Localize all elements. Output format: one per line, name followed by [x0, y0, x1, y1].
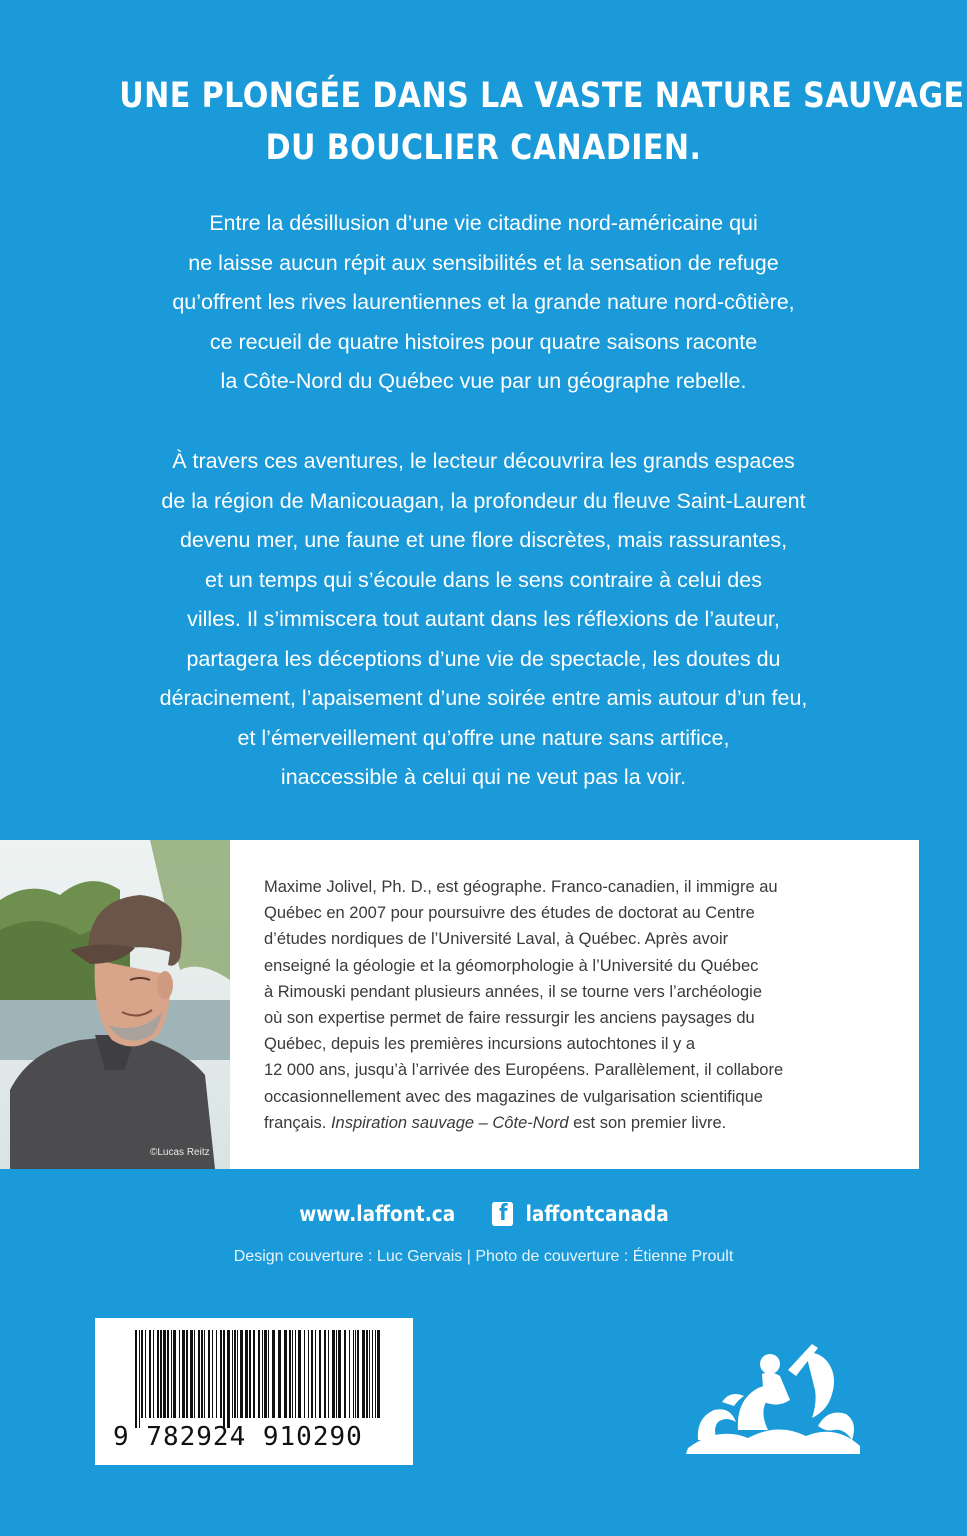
barcode-bar [258, 1330, 260, 1418]
barcode-bar [278, 1330, 281, 1418]
headline-line-2: DU BOUCLIER CANADIEN. [265, 128, 702, 168]
book-title: Inspiration sauvage – Côte-Nord [330, 1113, 569, 1132]
barcode-bar [349, 1330, 350, 1418]
website-link[interactable]: www.laffont.ca [298, 1202, 455, 1226]
barcode-bar [366, 1330, 368, 1418]
blurb-line: villes. Il s’immiscera tout autant dans les réflexions de l’auteur, [187, 607, 780, 631]
barcode-bar [295, 1330, 296, 1418]
author-panel [0, 840, 919, 1169]
barcode-bar [216, 1330, 217, 1418]
barcode-bar [179, 1330, 180, 1418]
blurb-line: devenu mer, une faune et une flore discrètes, mais rassurantes, [179, 528, 788, 552]
barcode-bar [372, 1330, 373, 1418]
facebook-link[interactable]: laffontcanada [525, 1202, 669, 1226]
bio-line: où son expertise permet de faire ressurgir les anciens paysages du [264, 1009, 755, 1028]
barcode-bar [204, 1330, 205, 1418]
barcode-bar [223, 1330, 225, 1428]
barcode-bar [284, 1330, 287, 1418]
barcode-bar [198, 1330, 200, 1418]
blurb-line: et un temps qui s’écoule dans le sens contraire à celui des [205, 567, 762, 592]
blurb-line: À travers ces aventures, le lecteur découvrira les grands espaces [172, 449, 795, 473]
bio-last-suffix: est son premier livre. [568, 1113, 727, 1132]
barcode-bar [160, 1330, 162, 1418]
isbn-barcode [95, 1318, 413, 1465]
headline-line-1: UNE PLONGÉE DANS LA VASTE NATURE SAUVAGE [119, 76, 965, 116]
barcode-bar [332, 1330, 335, 1418]
author-bio [264, 874, 904, 1136]
barcode-bar [232, 1330, 233, 1418]
blurb-line: déracinement, l’apaisement d’une soirée entre amis autour d’un feu, [159, 686, 808, 710]
author-photo [0, 840, 230, 1169]
cover-credits: Design couverture : Luc Gervais | Photo de couverture : Étienne Proult [233, 1248, 734, 1265]
bio-last-prefix: français. [264, 1113, 331, 1132]
barcode-bar [328, 1330, 329, 1418]
bio-line: Québec, depuis les premières incursions autochtones il y a [264, 1035, 696, 1054]
blurb-line: ne laisse aucun répit aux sensibilités et la sensation de refuge [188, 250, 779, 275]
publisher-logo [678, 1330, 868, 1460]
barcode-bar [237, 1330, 238, 1418]
bio-line: occasionnellement avec des magazines de vulgarisation scientifique [264, 1087, 763, 1106]
barcode-bar [182, 1330, 185, 1418]
barcode-bar [315, 1330, 316, 1418]
barcode-bar [149, 1330, 151, 1418]
barcode-bar [304, 1330, 305, 1418]
blurb-line: inaccessible à celui qui ne veut pas la voir. [280, 765, 687, 789]
barcode-bar [167, 1330, 169, 1418]
bio-line: enseigné la géologie et la géomorphologie à l’Université du Québec [264, 956, 759, 975]
barcode-bar [212, 1330, 213, 1418]
blurb-line: partagera les déceptions d’une vie de spectacle, les doutes du [186, 646, 781, 671]
barcode-bar [220, 1330, 222, 1418]
barcode-bar [227, 1330, 230, 1428]
barcode-bar [324, 1330, 326, 1418]
author-photo-illustration [0, 840, 230, 1169]
bio-line: Québec en 2007 pour poursuivre des études de doctorat au Centre [264, 904, 755, 923]
blurb-line: Entre la désillusion d’une vie citadine nord-américaine qui [209, 211, 758, 235]
barcode-bar [194, 1330, 195, 1418]
barcode-bar [308, 1330, 309, 1418]
barcode-bar [336, 1330, 337, 1418]
blurb-line: la Côte-Nord du Québec vue par un géographe rebelle. [220, 369, 747, 393]
blurb-line: de la région de Manicouagan, la profondeur du fleuve Saint-Laurent [161, 488, 806, 513]
facebook-icon [492, 1202, 513, 1226]
blurb-line: qu’offrent les rives laurentiennes et la grande nature nord-côtière, [172, 290, 795, 314]
blurb-paragraph-2 [40, 442, 927, 798]
isbn-digits: 9 782924 910290 [113, 1422, 363, 1452]
barcode-bar [234, 1330, 236, 1418]
barcode-bar [272, 1330, 275, 1418]
bio-line: Maxime Jolivel, Ph. D., est géographe. Franco-canadien, il immigre au [264, 878, 778, 896]
barcode-bar [289, 1330, 291, 1418]
barcode-bar [253, 1330, 255, 1418]
bio-line: à Rimouski pendant plusieurs années, il se tourne vers l’archéologie [264, 982, 763, 1001]
blurb-line: et l’émerveillement qu’offre une nature sans artifice, [237, 725, 730, 750]
headline [119, 70, 965, 174]
bio-line: d’études nordiques de l’Université Laval, à Québec. Après avoir [264, 930, 729, 949]
bio-last-line [264, 1110, 904, 1136]
bio-line: 12 000 ans, jusqu’à l’arrivée des Européens. Parallèlement, il collabore [264, 1061, 784, 1080]
barcode-bar [338, 1330, 341, 1418]
barcode-bar [262, 1330, 263, 1418]
barcode-bar [186, 1330, 188, 1418]
barcode-bar [268, 1330, 269, 1418]
barcode-bar [311, 1330, 313, 1418]
barcode-bar [141, 1330, 143, 1418]
barcode-bar [319, 1330, 321, 1418]
blurb-paragraph-1 [40, 204, 927, 402]
barcode-bar [362, 1330, 365, 1418]
barcode-bar [139, 1330, 140, 1428]
barcode-bar [355, 1330, 356, 1418]
barcode-bar [298, 1330, 301, 1418]
barcode-bar [249, 1330, 251, 1418]
barcode-bar [353, 1330, 354, 1418]
publisher-links [0, 1202, 967, 1226]
barcode-bar [264, 1330, 267, 1418]
barcode-bar [369, 1330, 370, 1418]
barcode-bar [240, 1330, 243, 1418]
barcode-bar [208, 1330, 210, 1418]
barcode-bar [173, 1330, 176, 1418]
barcode-bar [190, 1330, 193, 1418]
barcode-bar [357, 1330, 359, 1418]
barcode-bar [344, 1330, 346, 1418]
barcode-bar [153, 1330, 154, 1418]
barcode-bar [145, 1330, 146, 1418]
barcode-bar [171, 1330, 172, 1418]
barcode-bar [163, 1330, 166, 1418]
blurb-line: ce recueil de quatre histoires pour quatre saisons raconte [209, 329, 758, 354]
barcode-bar [201, 1330, 203, 1418]
barcode-bar [292, 1330, 293, 1418]
barcode-bar [157, 1330, 159, 1418]
barcode-bar [375, 1330, 376, 1418]
barcode-bar [245, 1330, 248, 1418]
photo-credit: ©Lucas Reitz [150, 1147, 210, 1158]
barcode-bar [377, 1330, 380, 1418]
barcode-bar [135, 1330, 137, 1428]
